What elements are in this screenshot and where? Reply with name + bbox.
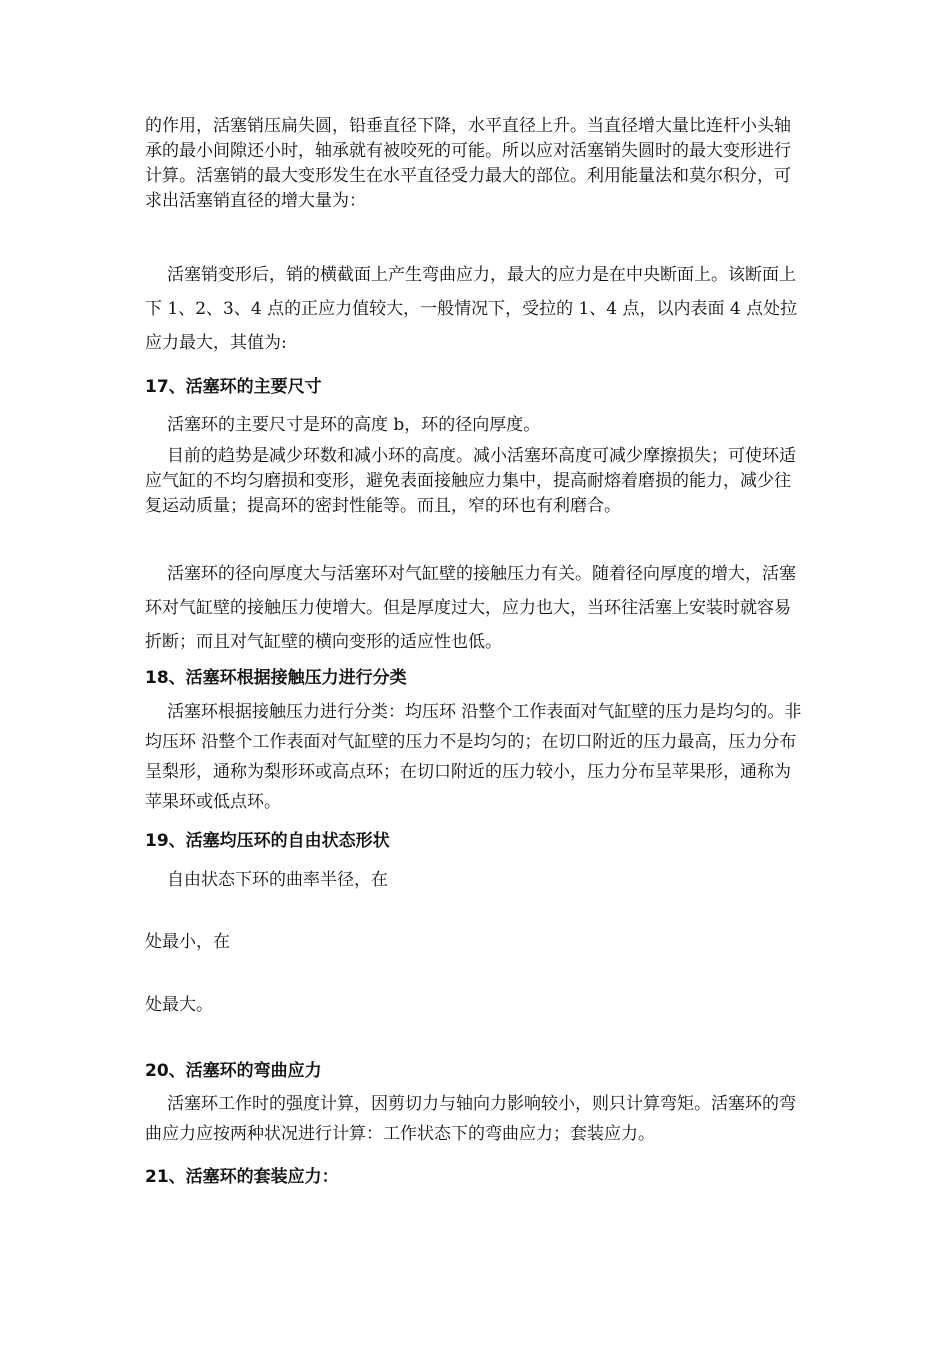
paragraph-radial-thickness: 活塞环的径向厚度大与活塞环对气缸壁的接触压力有关。随着径向厚度的增大，活塞环对气缸壁的接触压力使增大。但是厚度过大，应力也大，当环往活塞上安装时就容易折断；而且对气缸壁的横向变形的适应性也低。 <box>145 564 796 652</box>
heading-19: 19、活塞均压环的自由状态形状 <box>145 831 390 851</box>
heading-17: 17、活塞环的主要尺寸 <box>145 377 322 397</box>
paragraph-free-state-2: 处最小，在 <box>145 932 230 952</box>
paragraph-ring-dimensions: 活塞环的主要尺寸是环的高度 b，环的径向厚度。 <box>167 415 541 435</box>
paragraph-ring-bending: 活塞环工作时的强度计算，因剪切力与轴向力影响较小，则只计算弯矩。活塞环的弯曲应力应按两种状况进行计算：工作状态下的弯曲应力；套装应力。 <box>145 1094 796 1144</box>
heading-20: 20、活塞环的弯曲应力 <box>145 1061 322 1081</box>
paragraph-ring-classification: 活塞环根据接触压力进行分类：均压环 沿整个工作表面对气缸壁的压力是均匀的。非均压环 沿整个工作表面对气缸壁的压力不是均匀的；在切口附近的压力最高，压力分布呈梨形，通称为梨形环或高点环；在切口附近的压力较小，压力分布呈苹果形，通称为苹果环或低点环。 <box>145 702 802 812</box>
paragraph-ring-trend: 目前的趋势是减少环数和减小环的高度。减小活塞环高度可减少摩擦损失；可使环适应气缸的不均匀磨损和变形，避免表面接触应力集中，提高耐熔着磨损的能力，减少往复运动质量；提高环的密封性能等。而且，窄的环也有利磨合。 <box>145 446 796 516</box>
paragraph-pin-deformation: 的作用，活塞销压扁失圆，铅垂直径下降，水平直径上升。当直径增大量比连杆小头轴承的最小间隙还小时，轴承就有被咬死的可能。所以应对活塞销失圆时的最大变形进行计算。活塞销的最大变形发生在水平直径受力最大的部位。利用能量法和莫尔积分，可求出活塞销直径的增大量为： <box>145 116 791 211</box>
paragraph-free-state-1: 自由状态下环的曲率半径，在 <box>167 870 388 890</box>
paragraph-bending-stress: 活塞销变形后，销的横截面上产生弯曲应力，最大的应力是在中央断面上。该断面上下 1、2、3、4 点的正应力值较大，一般情况下，受拉的 1、4 点，以内表面 4 点处拉应力最大，其值为: <box>145 265 798 353</box>
heading-21: 21、活塞环的套装应力： <box>145 1167 339 1187</box>
heading-18: 18、活塞环根据接触压力进行分类 <box>145 668 407 688</box>
paragraph-free-state-3: 处最大。 <box>145 995 213 1015</box>
